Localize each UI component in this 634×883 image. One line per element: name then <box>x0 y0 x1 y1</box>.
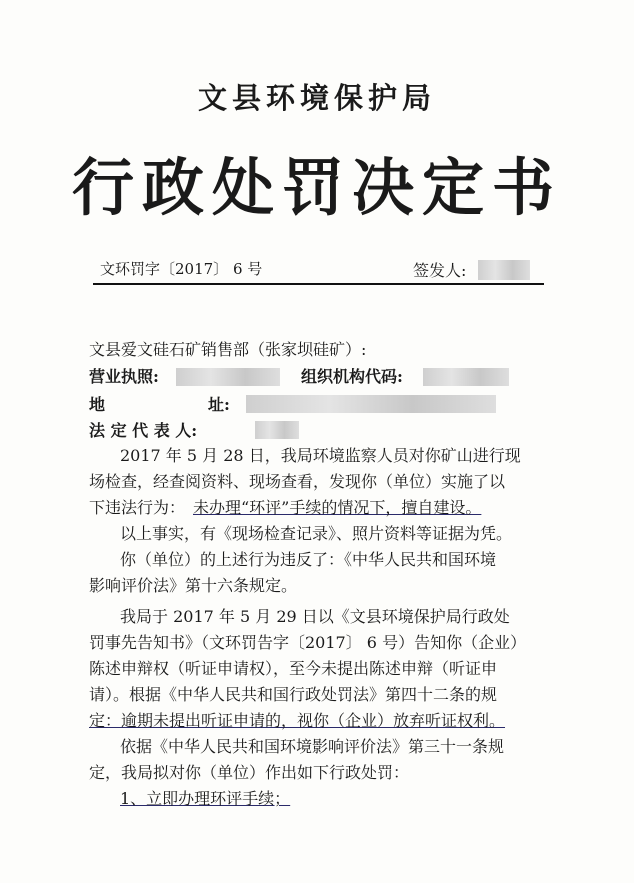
license-label: 营业执照: <box>89 367 159 386</box>
license-redaction <box>176 368 280 386</box>
paragraph-2: 以上事实，有《现场检查记录》、照片资料等证据为凭。 <box>120 524 513 543</box>
address-redaction <box>246 395 496 413</box>
paragraph-4-line-2: 罚事先告知书》（文环罚告字〔2017〕 6 号）告知你（企业） <box>89 633 527 652</box>
header-divider <box>93 283 544 285</box>
paragraph-4-line-1: 我局于 2017 年 5 月 29 日以《文县环境保护局行政处 <box>120 607 510 626</box>
address-label-first: 地 <box>89 395 106 414</box>
org-code-redaction <box>423 368 509 386</box>
signer-label: 签发人: <box>413 261 467 280</box>
paragraph-1-line-3-lead: 下违法行为： <box>89 498 186 517</box>
paragraph-5-line-2: 定，我局拟对你（单位）作出如下行政处罚： <box>89 763 410 782</box>
signer-redaction <box>478 260 530 280</box>
paragraph-3-line-1: 你（单位）的上述行为违反了：《中华人民共和国环境 <box>120 550 497 569</box>
violation-statement: 未办理“环评”手续的情况下，擅自建设。 <box>193 498 482 517</box>
org-code-label: 组织机构代码: <box>301 367 403 386</box>
legal-representative-redaction <box>255 421 299 439</box>
paragraph-3-line-2: 影响评价法》第十六条规定。 <box>89 576 298 595</box>
paragraph-5-line-1: 依据《中华人民共和国环境影响评价法》第三十一条规 <box>120 737 505 756</box>
legal-representative-label: 法 定 代 表 人: <box>89 421 198 440</box>
paragraph-1-line-2: 场检查，经查阅资料、现场查看，发现你（单位）实施了以 <box>89 472 506 491</box>
document-title: 行政处罚决定书 <box>71 151 562 224</box>
address-label-second: 址: <box>208 395 230 414</box>
paragraph-1-line-1: 2017 年 5 月 28 日，我局环境监察人员对你矿山进行现 <box>120 446 521 465</box>
paragraph-4-line-3: 陈述申辩权（听证申请权），至今未提出陈述申辩（听证申 <box>89 659 498 678</box>
paragraph-4-line-4: 请）。根据《中华人民共和国行政处罚法》第四十二条的规 <box>89 685 498 704</box>
issuing-organization: 文县环境保护局 <box>197 81 436 115</box>
penalty-item-1: 1、立即办理环评手续； <box>120 789 291 808</box>
paragraph-4-line-5: 定：逾期未提出听证申请的，视你（企业）放弃听证权利。 <box>89 711 506 730</box>
recipient-name: 文县爱文硅石矿销售部（张家坝硅矿）: <box>89 340 367 359</box>
document-number: 文环罚字〔2017〕 6 号 <box>100 260 263 278</box>
